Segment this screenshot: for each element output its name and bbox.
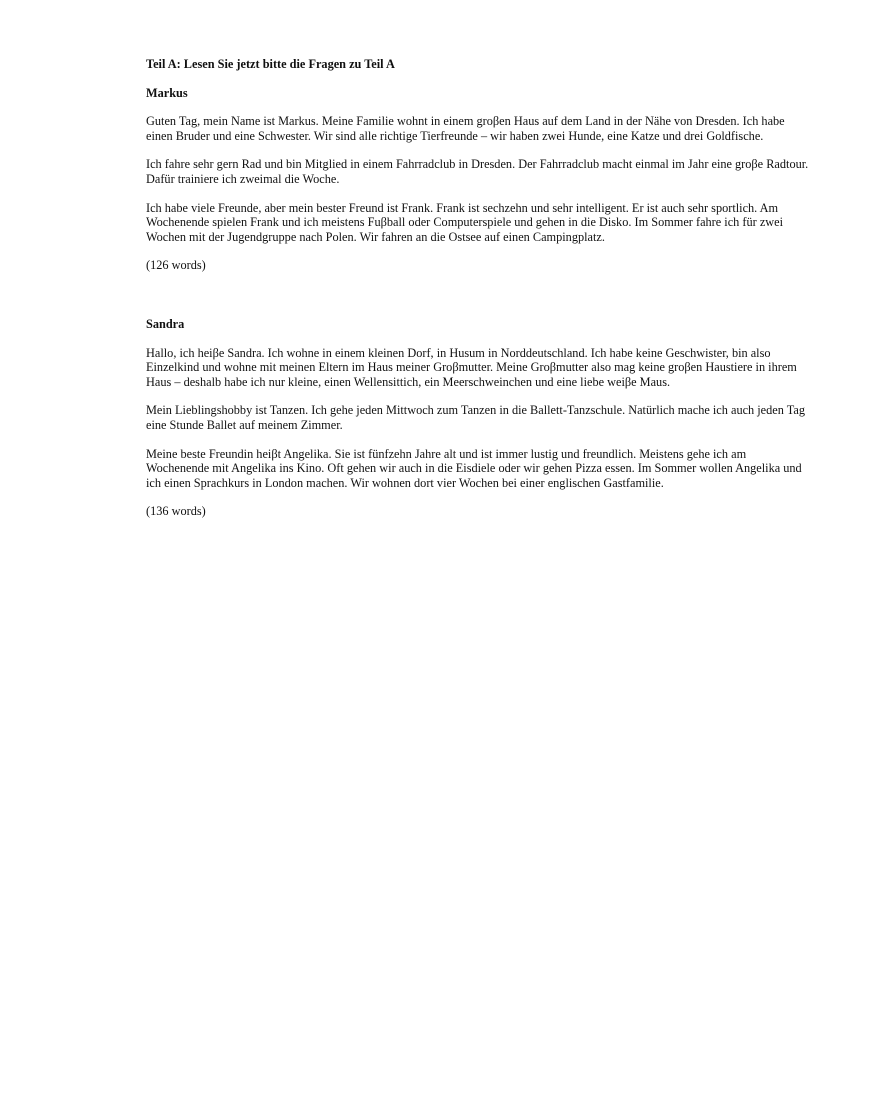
section-title: Sandra	[146, 316, 185, 331]
word-count: (126 words)	[146, 258, 206, 273]
section-markus	[146, 86, 811, 273]
document-page	[146, 57, 811, 519]
paragraph: Mein Lieblingshobby ist Tanzen. Ich gehe jeden Mittwoch zum Tanzen in die Ballett-Tanzschule. Natürlich mache ich auch jeden Tag eine Stunde Ballet auf meinem Zimmer.	[146, 403, 806, 432]
paragraph: Guten Tag, mein Name ist Markus. Meine Familie wohnt in einem groβen Haus auf dem Land in der Nähe von Dresden. Ich habe einen Bruder und eine Schwester. Wir sind alle richtige Tierfreunde – wir haben zwei Hunde, eine Katze und drei Goldfische.	[146, 114, 785, 143]
paragraph: Meine beste Freundin heiβt Angelika. Sie ist fünfzehn Jahre alt und ist immer lustig und freundlich. Meistens gehe ich am Wochenende mit Angelika ins Kino. Oft gehen wir auch in die Eisdiele oder wir gehen Pizza essen. Im Sommer wollen Angelika und ich einen Sprachkurs in London machen. Wir wohnen dort vier Wochen bei einer englischen Gastfamilie.	[146, 446, 802, 490]
paragraph: Ich habe viele Freunde, aber mein bester Freund ist Frank. Frank ist sechzehn und sehr intelligent. Er ist auch sehr sportlich. Am Wochenende spielen Frank und ich meistens Fuβball oder Computerspiele und gehen in die Disko. Im Sommer fahre ich für zwei Wochen mit der Jugendgruppe nach Polen. Wir fahren an die Ostsee auf einen Campingplatz.	[146, 200, 784, 244]
section-sandra	[146, 317, 811, 519]
paragraph: Ich fahre sehr gern Rad und bin Mitglied in einem Fahrradclub in Dresden. Der Fahrradclub macht einmal im Jahr eine groβe Radtour. Dafür trainiere ich zweimal die Woche.	[146, 157, 809, 186]
word-count: (136 words)	[146, 504, 206, 519]
page-heading: Teil A: Lesen Sie jetzt bitte die Fragen zu Teil A	[146, 57, 395, 71]
paragraph: Hallo, ich heiβe Sandra. Ich wohne in einem kleinen Dorf, in Husum in Norddeutschland. Ich habe keine Geschwister, bin also Einzelkind und wohne mit meinen Eltern im Haus meiner Groβmutter. Meine Groβmutter also mag keine groβen Haustiere in ihrem Haus – deshalb habe ich nur kleine, einen Wellensittich, ein Meerschweinchen und eine liebe weiβe Maus.	[146, 345, 797, 389]
section-title: Markus	[146, 85, 188, 100]
